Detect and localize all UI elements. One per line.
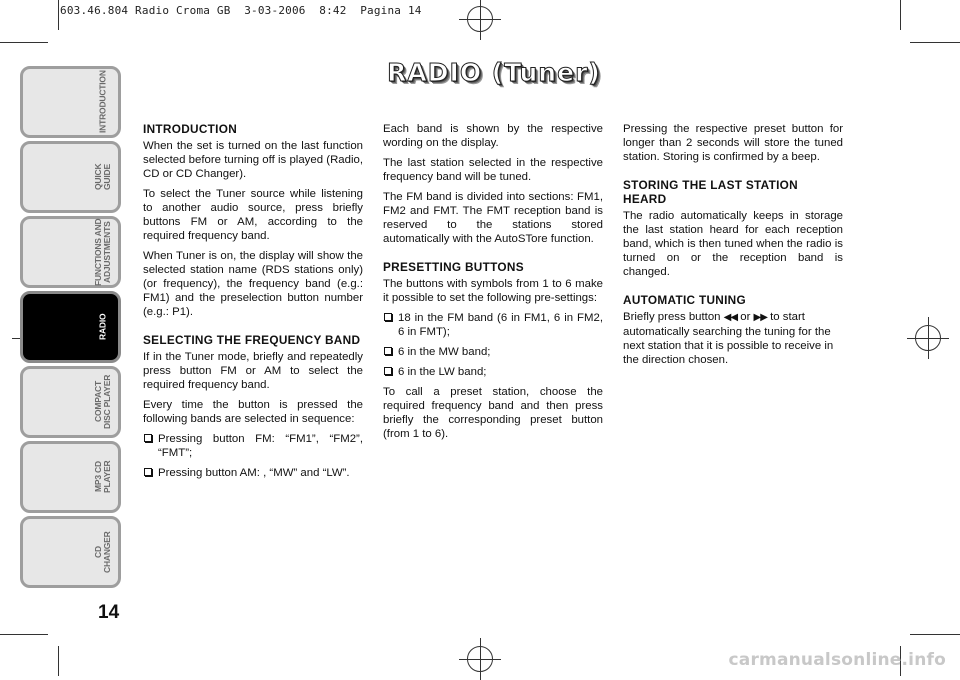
heading-automatic-tuning: AUTOMATIC TUNING [623, 293, 746, 307]
paragraph: The last station selected in the respective frequency band will be tuned. [383, 157, 603, 183]
paragraph: Pressing the respective preset button for longer than 2 seconds will store the tuned station. Storing is confirmed by a beep. [623, 123, 843, 163]
text-fragment: or [740, 311, 751, 323]
bullet-list [383, 311, 603, 379]
crop-mark [58, 646, 59, 676]
page-number: 14 [98, 602, 120, 623]
paragraph [623, 310, 843, 367]
list-item: Pressing button AM: , “MW” and “LW”. [143, 466, 363, 480]
tab-label: RADIO [97, 313, 108, 341]
column-1 [143, 122, 363, 486]
text-fragment: to start automatically searching the tuning for the next station that it is possible to receive in the direction chosen. [623, 311, 834, 366]
tab-label: CD CHANGER [93, 531, 112, 573]
tab-functions-and-adjustments[interactable] [20, 216, 121, 288]
crop-mark [910, 42, 960, 43]
paragraph: Every time the button is pressed the following bands are selected in sequence: [143, 399, 363, 425]
crop-mark [0, 42, 48, 43]
seek-down-icon: ◀◀ [723, 312, 738, 323]
list-item: Pressing button FM: “FM1”, “FM2”, “FMT”; [143, 432, 363, 460]
list-item: 6 in the LW band; [383, 365, 603, 379]
paragraph: Each band is shown by the respective wording on the display. [383, 123, 603, 149]
tab-label: QUICK GUIDE [93, 163, 112, 191]
column-3 [623, 122, 843, 373]
paragraph: The FM band is divided into sections: FM1, FM2 and FMT. The FMT reception band is reserved to the stations stored automatically with the AutoSTore function. [383, 191, 603, 245]
tab-cd-changer[interactable] [20, 516, 121, 588]
watermark: carmanualsonline.info [728, 650, 946, 670]
heading-selecting-frequency-band: SELECTING THE FREQUENCY BAND [143, 333, 361, 347]
tab-label: FUNCTIONS AND ADJUSTMENTS [93, 218, 112, 286]
heading-presetting-buttons: PRESETTING BUTTONS [383, 260, 524, 274]
paragraph: To call a preset station, choose the required frequency band and then press briefly the corresponding preset button (from 1 to 6). [383, 386, 603, 440]
paragraph: When Tuner is on, the display will show the selected station name (RDS stations only) (or frequency), the frequency band (e.g.: FM1) and the preselection button number (e.g.: P1). [143, 250, 363, 318]
section-tabs [20, 66, 121, 591]
tab-compact-disc-player[interactable] [20, 366, 121, 438]
tab-label: COMPACT DISC PLAYER [93, 374, 112, 430]
paragraph: If in the Tuner mode, briefly and repeatedly press button FM or AM to select the required frequency band. [143, 351, 363, 391]
tab-label: MP3 CD PLAYER [93, 460, 112, 494]
list-item: 18 in the FM band (6 in FM1, 6 in FM2, 6 in FMT); [383, 311, 603, 339]
seek-up-icon: ▶▶ [753, 312, 767, 323]
tab-quick-guide[interactable] [20, 141, 121, 213]
column-2 [383, 122, 603, 447]
heading-introduction: INTRODUCTION [143, 122, 238, 136]
list-item: 6 in the MW band; [383, 345, 603, 359]
crop-mark [900, 0, 901, 30]
crop-mark [58, 0, 59, 30]
print-header: 603.46.804 Radio Croma GB 3-03-2006 8:42 Pagina 14 [60, 4, 422, 17]
tab-radio[interactable] [20, 291, 121, 363]
tab-label: INTRODUCTION [97, 70, 108, 134]
bullet-list [143, 432, 363, 480]
tab-introduction[interactable] [20, 66, 121, 138]
paragraph: To select the Tuner source while listening to another audio source, press briefly buttons FM or AM, according to the required frequency band. [143, 188, 363, 242]
paragraph: The buttons with symbols from 1 to 6 make it possible to set the following pre-settings: [383, 278, 603, 304]
page-title: RADIO (Tuner) [387, 58, 601, 87]
heading-storing-last-station: STORING THE LAST STATION HEARD [623, 178, 798, 206]
crop-mark [0, 634, 48, 635]
paragraph: When the set is turned on the last function selected before turning off is played (Radio, CD or CD Changer). [143, 140, 363, 180]
tab-mp3-cd-player[interactable] [20, 441, 121, 513]
text-fragment: Briefly press button [623, 311, 721, 323]
paragraph: The radio automatically keeps in storage the last station heard for each reception band, which is then tuned when the radio is turned on or the reception band is changed. [623, 210, 843, 278]
crop-mark [910, 634, 960, 635]
